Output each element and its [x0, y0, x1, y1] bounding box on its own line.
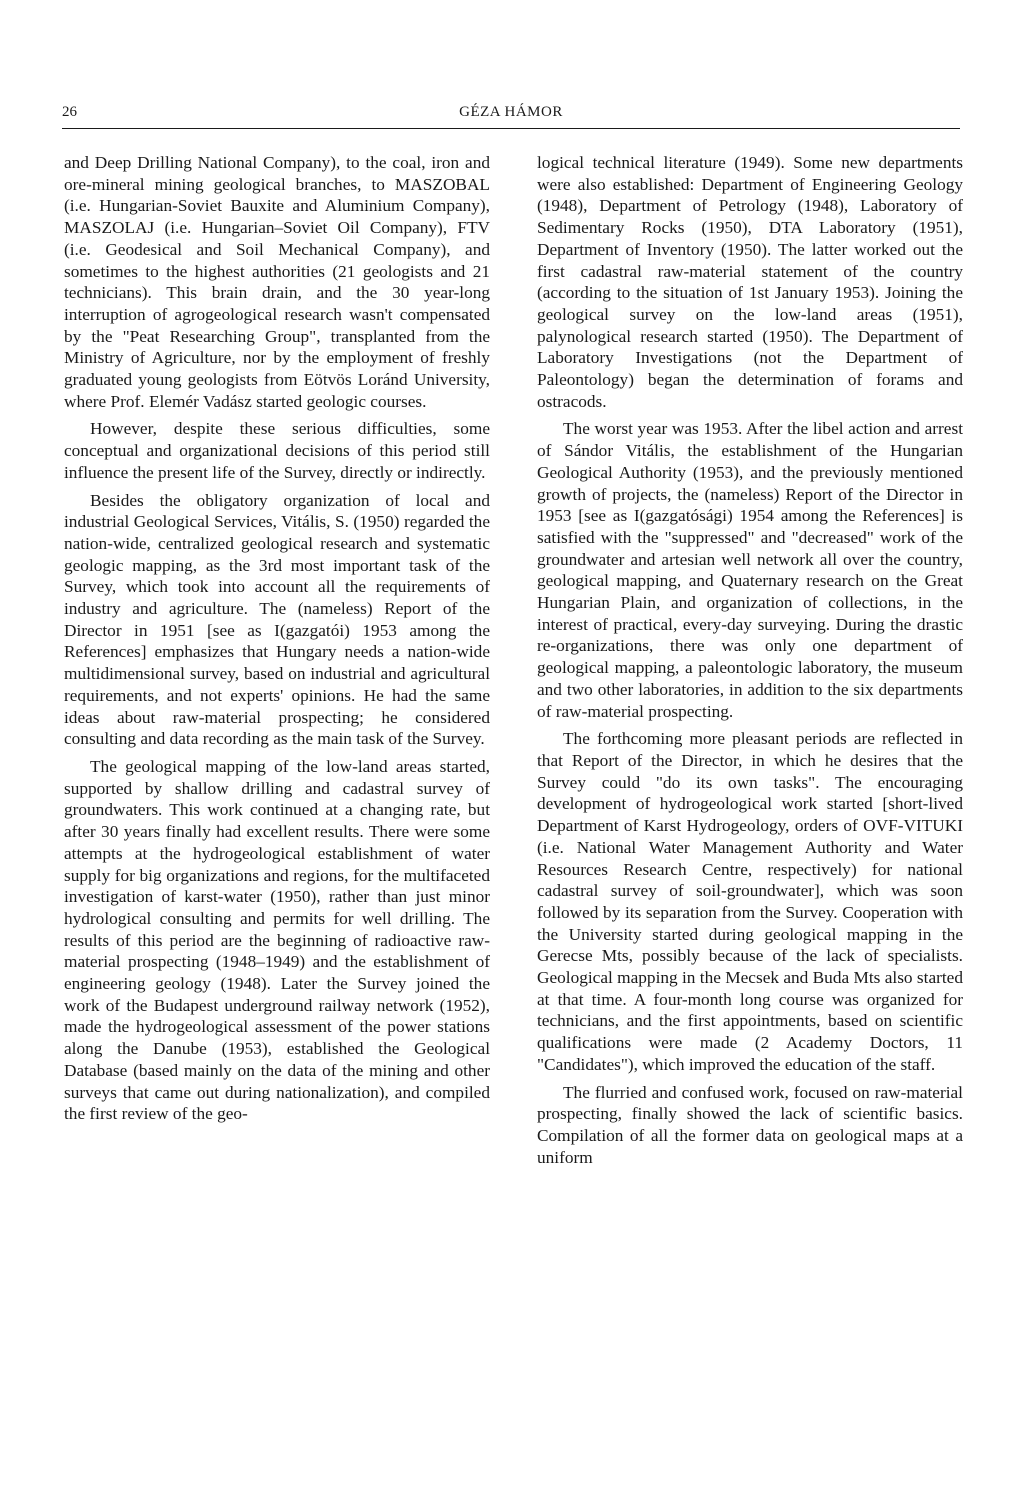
paragraph: The worst year was 1953. After the libel action and arrest of Sándor Vitális, the establishment of the Hungarian Geological Authority (1953), and the previously mentioned growth of projects, the (nameless) Report of the Director in 1953 [see as I(gazgatósági) 1954 among the References] is satisfied with the "suppressed" and "decreased" work of the groundwater and artesian well network all over the country, geological mapping, and Quaternary research on the Great Hungarian Plain, and organization of collections, in the interest of practical, every-day surveying. During the drastic re-organizations, there was only one department of geological mapping, a paleontologic laboratory, the museum and two other laboratories, in addition to the six departments of raw-material prospecting.	[537, 419, 963, 721]
paragraph: logical technical literature (1949). Some new departments were also established: Department of Engineering Geology (1948), Department of Petrology (1948), Laboratory of Sedimentary Rocks (1950), DTA Laboratory (1951), Department of Inventory (1950). The latter worked out the first cadastral raw-material statement of the country (according to the situation of 1st January 1953). Joining the geological survey on the low-land areas (1951), palynological research started (1950). The Department of Laboratory Investigations (not the Department of Paleontology) began the determination of forams and ostracods.	[537, 153, 963, 411]
page-number: 26	[62, 104, 77, 120]
paragraph: and Deep Drilling National Company), to the coal, iron and ore-mineral mining geological branches, to MASZOBAL (i.e. Hungarian-Soviet Bauxite and Aluminium Company), MASZOLAJ (i.e. Hungarian–Soviet Oil Company), FTV (i.e. Geodesical and Soil Mechanical Company), and sometimes to the highest authorities (21 geologists and 21 technicians). This brain drain, and the 30 year-long interruption of agrogeological research wasn't compensated by the "Peat Researching Group", transplanted from the Ministry of Agriculture, nor by the employment of freshly graduated young geologists from Eötvös Loránd University, where Prof. Elemér Vadász started geologic courses.	[64, 153, 490, 411]
paragraph: The forthcoming more pleasant periods are reflected in that Report of the Director, in which he desires that the Survey could "do its own tasks". The encouraging development of hydrogeological work started [short-lived Department of Karst Hydrogeology, orders of OVF-VITUKI (i.e. National Water Management Authority and Water Resources Research Centre, respectively) for national cadastral survey of soil-groundwater], which was soon followed by its separation from the Survey. Cooperation with the University started during geological mapping in the Gerecse Mts, possibly because of the lack of specialists. Geological mapping in the Mecsek and Buda Mts also started at that time. A four-month long course was organized for technicians, and the first appointments, based on scientific qualifications were made (2 Academy Doctors, 11 "Candidates"), which improved the education of the staff.	[537, 729, 963, 1074]
header-rule	[62, 128, 960, 129]
running-header	[62, 104, 960, 126]
left-column	[64, 152, 490, 1131]
paragraph: However, despite these serious difficulties, some conceptual and organizational decisions of this period still influence the present life of the Survey, directly or indirectly.	[64, 419, 490, 482]
right-column	[537, 152, 963, 1174]
paragraph: Besides the obligatory organization of local and industrial Geological Services, Vitális, S. (1950) regarded the nation-wide, centralized geological research and systematic geologic mapping, as the 3rd most important task of the Survey, which took into account all the requirements of industry and agriculture. The (nameless) Report of the Director in 1951 [see as I(gazgatói) 1953 among the References] emphasizes that Hungary needs a nation-wide multidimensional survey, based on industrial and agricultural requirements, and not experts' opinions. He had the same ideas about raw-material prospecting; he considered consulting and data recording as the main task of the Survey.	[64, 490, 490, 749]
paragraph: The flurried and confused work, focused on raw-material prospecting, finally showed the lack of scientific basics. Compilation of all the former data on geological maps at a uniform	[537, 1082, 963, 1167]
running-title: GÉZA HÁMOR	[459, 104, 563, 120]
paragraph: The geological mapping of the low-land areas started, supported by shallow drilling and cadastral survey of groundwaters. This work continued at a changing rate, but after 30 years finally had excellent results. There were some attempts at the hydrogeological establishment of water supply for big organizations and regions, for the multifaceted investigation of karst-water (1950), rather than just minor hydrological consulting and permits for well drilling. The results of this period are the beginning of radioactive raw-material prospecting (1948–1949) and the establishment of engineering geology (1948). Later the Survey joined the work of the Budapest underground railway network (1952), made the hydrogeological assessment of the power stations along the Danube (1953), established the Geological Database (based mainly on the data of the mining and other surveys that came out during nationalization), and compiled the first review of the geo-	[64, 756, 490, 1124]
